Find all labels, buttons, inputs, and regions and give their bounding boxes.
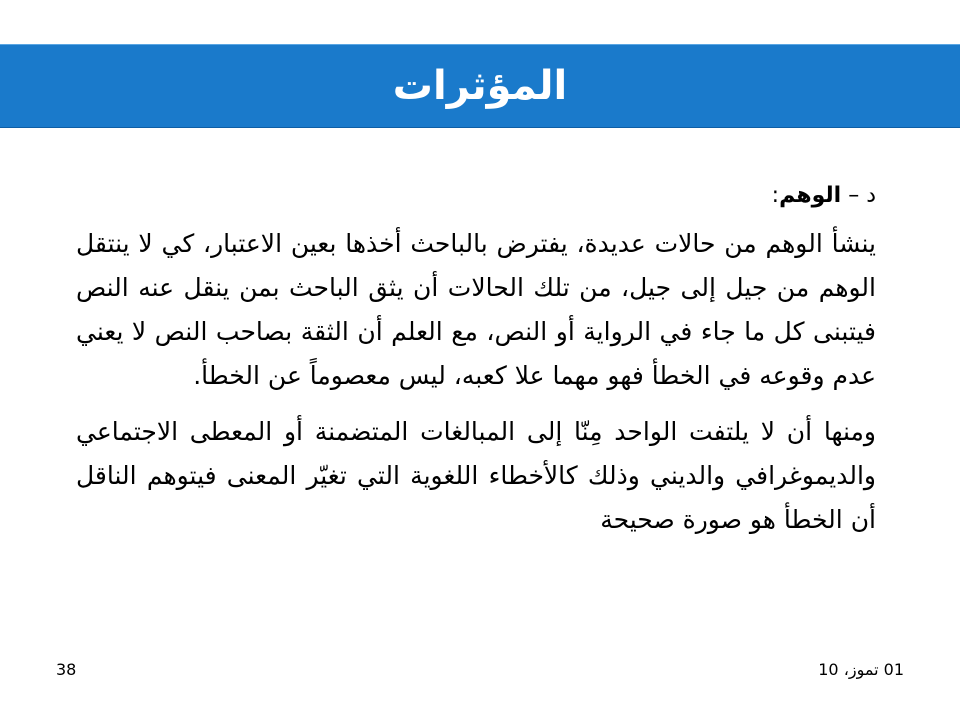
paragraph-illusion: ينشأ الوهم من حالات عديدة، يفترض بالباحث أخذها بعين الاعتبار، كي لا ينتقل الوهم من جيل إلى جيل، من تلك الحالات أن يثق الباحث بمن ينقل عنه النص فيتبنى كل ما جاء في الرواية أو النص، مع العلم أن الثقة بصاحب النص لا يعني عدم وقوعه في الخطأ فهو مهما علا كعبه، ليس معصوماً عن الخطأ. — [76, 229, 876, 390]
footer-date: 01 تموز، 10 — [818, 660, 904, 679]
section-heading — [76, 180, 876, 212]
section-title: الوهم — [779, 183, 842, 208]
paragraph-exaggerations: ومنها أن لا يلتفت الواحد مِنّا إلى المبالغات المتضمنة أو المعطى الاجتماعي والديموغرافي والديني وذلك كالأخطاء اللغوية التي تغيّر المعنى فيتوهم الناقل أن الخطأ هو صورة صحيحة — [76, 417, 876, 534]
slide-title: المؤثرات — [392, 63, 568, 109]
slide-body — [76, 180, 876, 554]
section-colon: : — [771, 183, 780, 208]
footer-page-number: 38 — [56, 660, 77, 679]
section-marker: د – — [848, 183, 876, 208]
title-bar — [0, 44, 960, 128]
